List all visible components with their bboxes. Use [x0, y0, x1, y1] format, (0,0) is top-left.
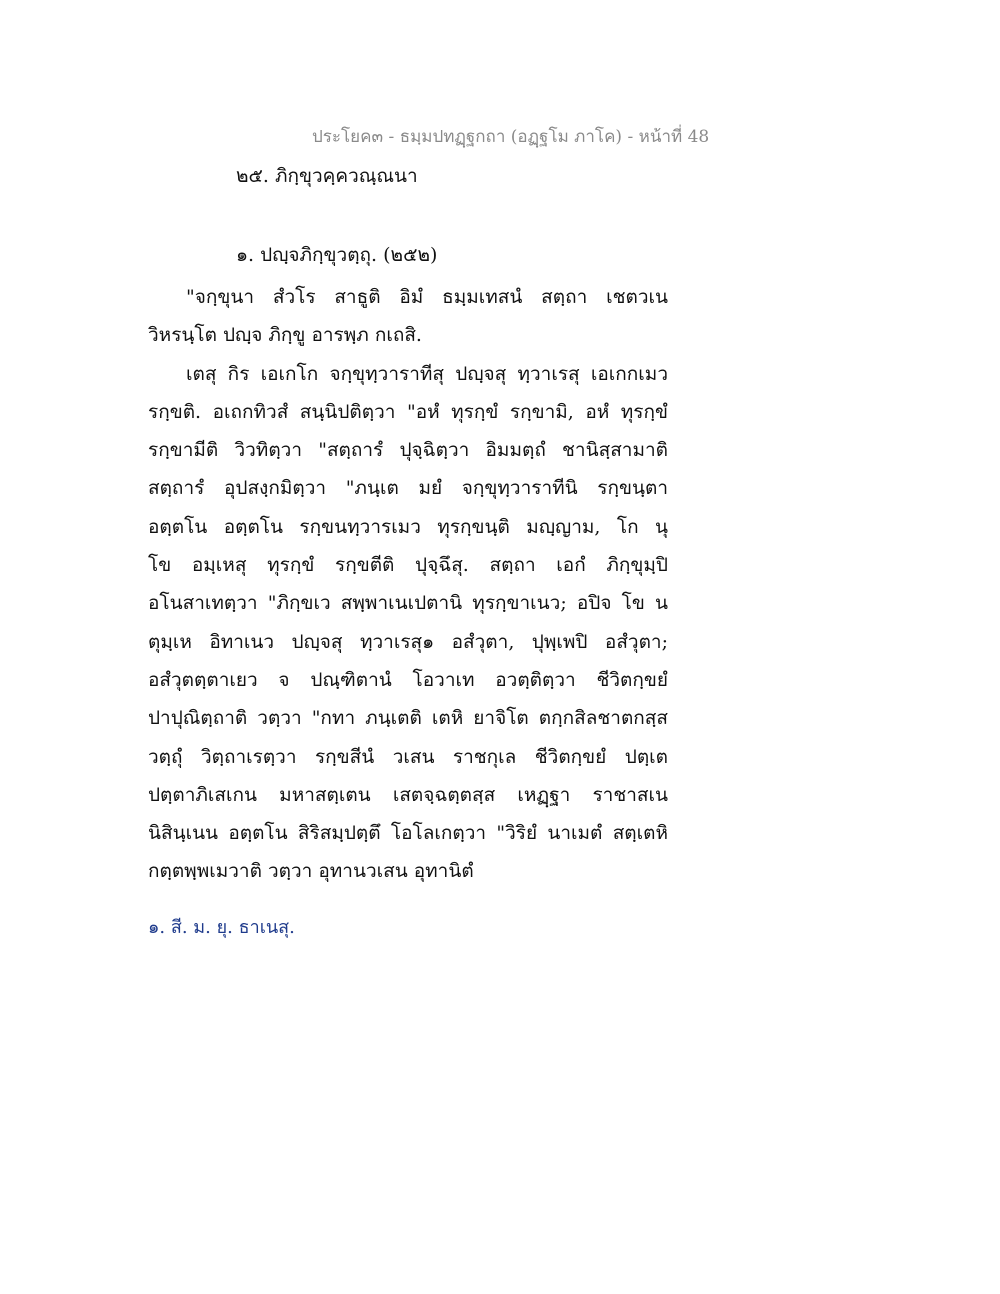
chapter-title: ๒๕. ภิกฺขุวคฺควณฺณนา [236, 165, 418, 187]
body-text [148, 278, 668, 891]
footnote: ๑. สี. ม. ยุ. ธาเนสุ. [148, 917, 295, 938]
body-line: อโนสาเทตฺวา "ภิกฺขเว สพฺพาเนเปตานิ ทุรกฺขาเนว; อปิจ โข น [148, 592, 668, 615]
body-line: อสํวุตตฺตาเยว จ ปณฺฑิตานํ โอวาเท อวตฺติตฺวา ชีวิตกฺขยํ [148, 668, 668, 691]
running-header: ประโยค๓ - ธมฺมปทฏฺฐกถา (อฏฺฐโม ภาโค) - หน้าที่ 48 [312, 127, 710, 147]
body-line: สตฺถารํ อุปสงฺกมิตฺวา "ภนฺเต มยํ จกฺขุทฺวาราทีนิ รกฺขนฺตา [148, 477, 668, 500]
body-line: โข อมฺเหสุ ทุรกฺขํ รกฺขตีติ ปุจฺฉึสุ. สตฺถา เอกํ ภิกฺขุมฺปิ [148, 554, 668, 577]
body-line: รกฺขติ. อเถกทิวสํ สนฺนิปติตฺวา "อหํ ทุรกฺขํ รกฺขามิ, อหํ ทุรกฺขํ [148, 400, 668, 423]
body-line: เตสุ กิร เอเกโก จกฺขุทฺวาราทีสุ ปญฺจสุ ทฺวาเรสุ เอเกกเมว [186, 362, 668, 385]
body-line: ปาปุณิตฺถาติ วตฺวา "กทา ภนฺเตติ เตหิ ยาจิโต ตกฺกสิลชาตกสฺส [148, 707, 668, 730]
body-line: กตฺตพฺพเมวาติ วตฺวา อุทานวเสน อุทานิตํ [148, 860, 474, 883]
body-line: ตุมฺเห อิทาเนว ปญฺจสุ ทฺวาเรสุ๑ อสํวุตา, ปุพฺเพปิ อสํวุตา; [148, 630, 668, 653]
body-line: วิหรนฺโต ปญฺจ ภิกฺขู อารพฺภ กเถสิ. [148, 324, 422, 347]
body-line: วตฺถุํ วิตฺถาเรตฺวา รกฺขสีนํ วเสน ราชกุเล ชีวิตกฺขยํ ปตฺเต [148, 745, 668, 768]
body-line: รกฺขามีติ วิวทิตฺวา "สตฺถารํ ปุจฺฉิตฺวา อิมมตฺถํ ชานิสฺสามาติ [148, 439, 668, 462]
body-line: ปตฺตาภิเสเกน มหาสตฺเตน เสตจฺฉตฺตสฺส เหฏฺฐา ราชาสเน [148, 783, 668, 806]
body-line: "จกฺขุนา สํวโร สาธูติ อิมํ ธมฺมเทสนํ สตฺถา เชตวเน [186, 286, 668, 308]
body-line: นิสินฺเนน อตฺตโน สิริสมฺปตฺตึ โอโลเกตฺวา "วิริยํ นาเมตํ สตฺเตหิ [148, 822, 668, 845]
body-line: อตฺตโน อตฺตโน รกฺขนทฺวารเมว ทุรกฺขนฺติ มญฺญาม, โก นุ [148, 515, 668, 538]
story-title: ๑. ปญฺจภิกฺขุวตฺถุ. (๒๕๒) [236, 244, 438, 266]
